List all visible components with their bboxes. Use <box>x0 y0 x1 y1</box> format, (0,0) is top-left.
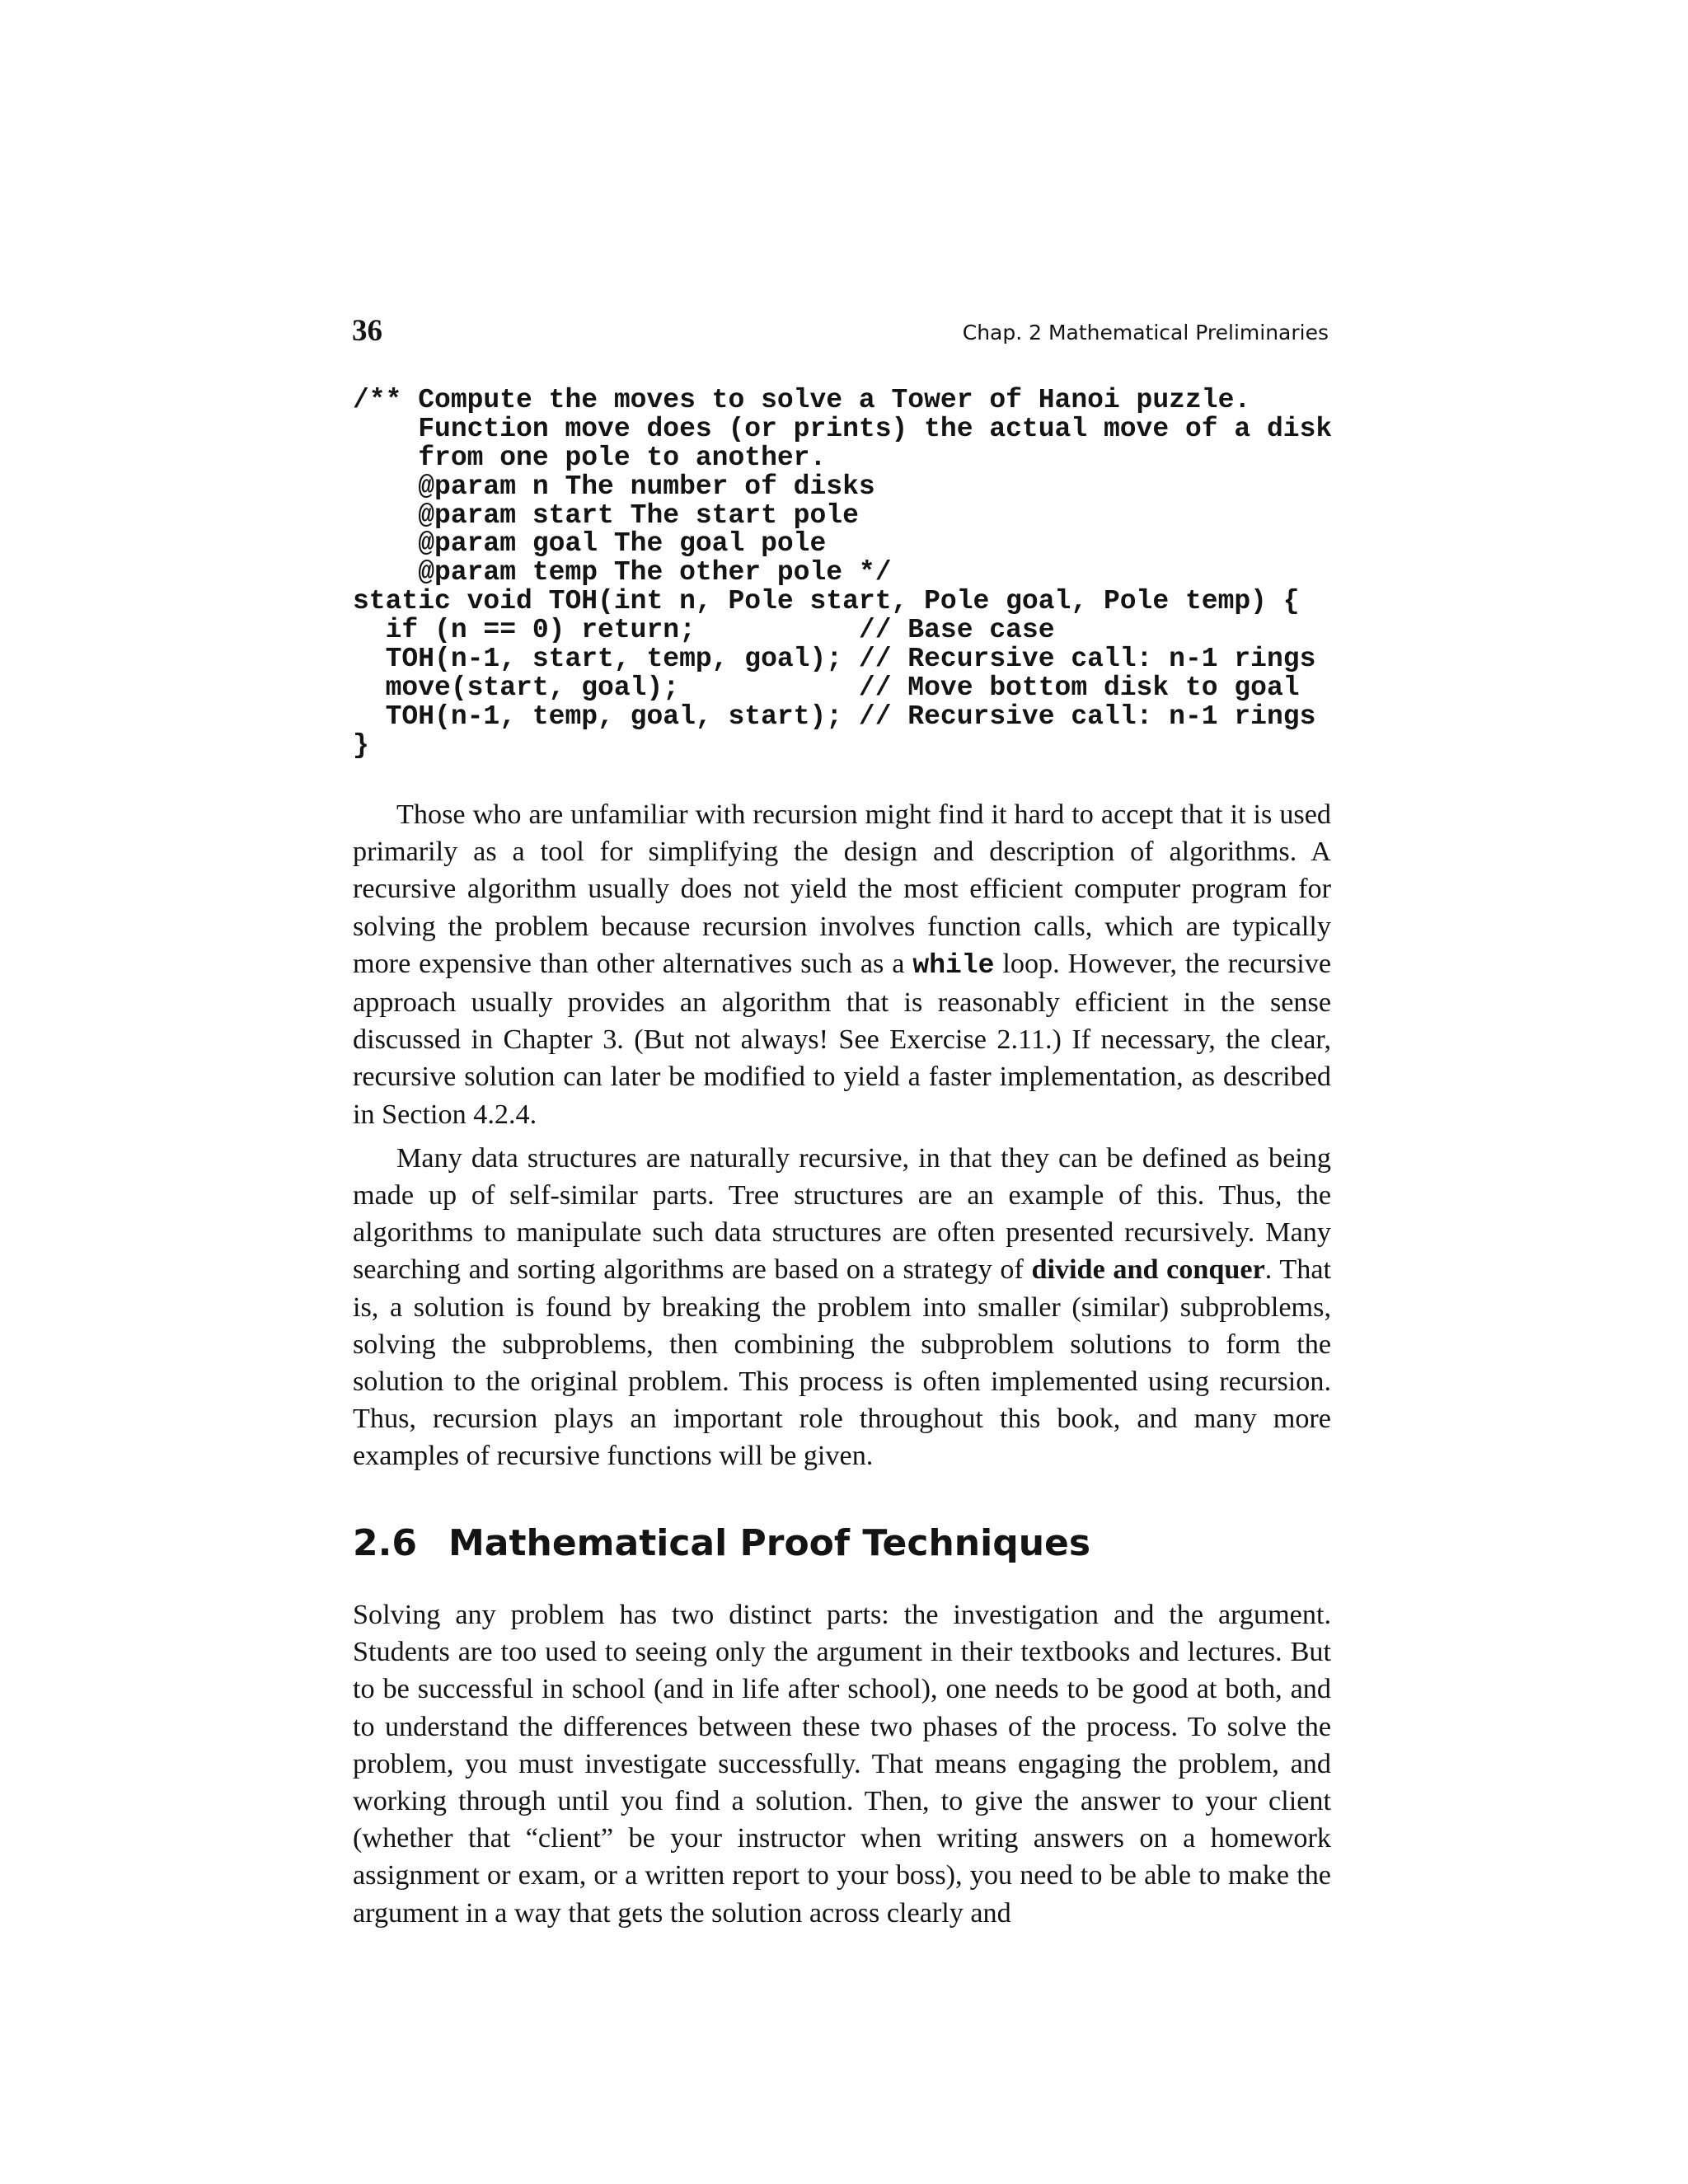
paragraph <box>353 796 1331 1133</box>
paragraph-text: Those who are unfamiliar with recursion might find it hard to accept that it is used primarily as a tool for simplifying the design and description of algorithms. A recursive algorithm usually does not yield the most efficient computer program for solving the problem because recursion involves function calls, which are typically more expensive than other alternatives such as a <box>353 799 1331 979</box>
code-listing <box>353 387 1332 761</box>
code-line: from one pole to another. <box>353 442 827 473</box>
section-body-text <box>353 1596 1331 1932</box>
paragraph-text: loop. However, the recursive approach usually provides an algorithm that is reasonably efficient in the sense discussed in Chapter 3. (But not always! See Exercise 2.11.) If necessary, the clear, recursive solution can later be modified to yield a faster implementation, as described in Section 4.2.4. <box>353 948 1331 1130</box>
paragraph: Solving any problem has two distinct parts: the investigation and the argument. Students are too used to seeing only the argument in their textbooks and lectures. But to be successful in school (and in life after school), one needs to be good at both, and to understand the differences between these two phases of the process. To solve the problem, you must investigate successfully. That means engaging the problem, and working through until you find a solution. Then, to give the answer to your client (whether that “client” be your instructor when writing answers on a homework assignment or exam, or a written report to your boss), you need to be able to make the argument in a way that gets the solution across clearly and <box>353 1600 1331 1929</box>
code-line: TOH(n-1, temp, goal, start); // Recursive call: n-1 rings <box>353 701 1316 732</box>
code-line: } <box>353 729 369 761</box>
paragraph-text: . That is, a solution is found by breaking the problem into smaller (similar) subproblems, solving the subproblems, then combining the subproblem solutions to form the solution to the original problem. This process is often implemented using recursion. Thus, recursion plays an important role throughout this book, and many more examples of recursive functions will be given. <box>353 1254 1331 1472</box>
code-line: Function move does (or prints) the actual move of a disk <box>353 413 1333 444</box>
running-head: Chap. 2 Mathematical Preliminaries <box>962 321 1329 344</box>
code-line: TOH(n-1, start, temp, goal); // Recursive call: n-1 rings <box>353 644 1316 675</box>
code-line: if (n == 0) return; // Base case <box>353 615 1055 646</box>
code-line: @param goal The goal pole <box>353 528 827 560</box>
section-heading <box>353 1521 1090 1567</box>
section-number: 2.6 <box>353 1522 417 1564</box>
code-line: static void TOH(int n, Pole start, Pole goal, Pole temp) { <box>353 586 1300 617</box>
code-line: move(start, goal); // Move bottom disk to goal <box>353 672 1300 703</box>
body-text <box>353 796 1331 1475</box>
paragraph <box>353 1140 1331 1475</box>
code-line: /** Compute the moves to solve a Tower of Hanoi puzzle. <box>353 385 1251 415</box>
code-line: @param start The start pole <box>353 499 859 531</box>
code-line: @param temp The other pole */ <box>353 557 892 588</box>
page-number: 36 <box>352 314 382 348</box>
code-line: @param n The number of disks <box>353 471 875 502</box>
paragraph-text: Many data structures are naturally recursive, in that they can be defined as being made up of self-similar parts. Tree structures are an example of this. Thus, the algorithms to manipulate such data structures are often presented recursively. Many searching and sorting algorithms are based on a strategy of <box>353 1142 1331 1286</box>
bold-term: divide and conquer <box>1031 1254 1265 1286</box>
inline-code: while <box>912 949 995 981</box>
section-title: Mathematical Proof Techniques <box>448 1522 1091 1564</box>
